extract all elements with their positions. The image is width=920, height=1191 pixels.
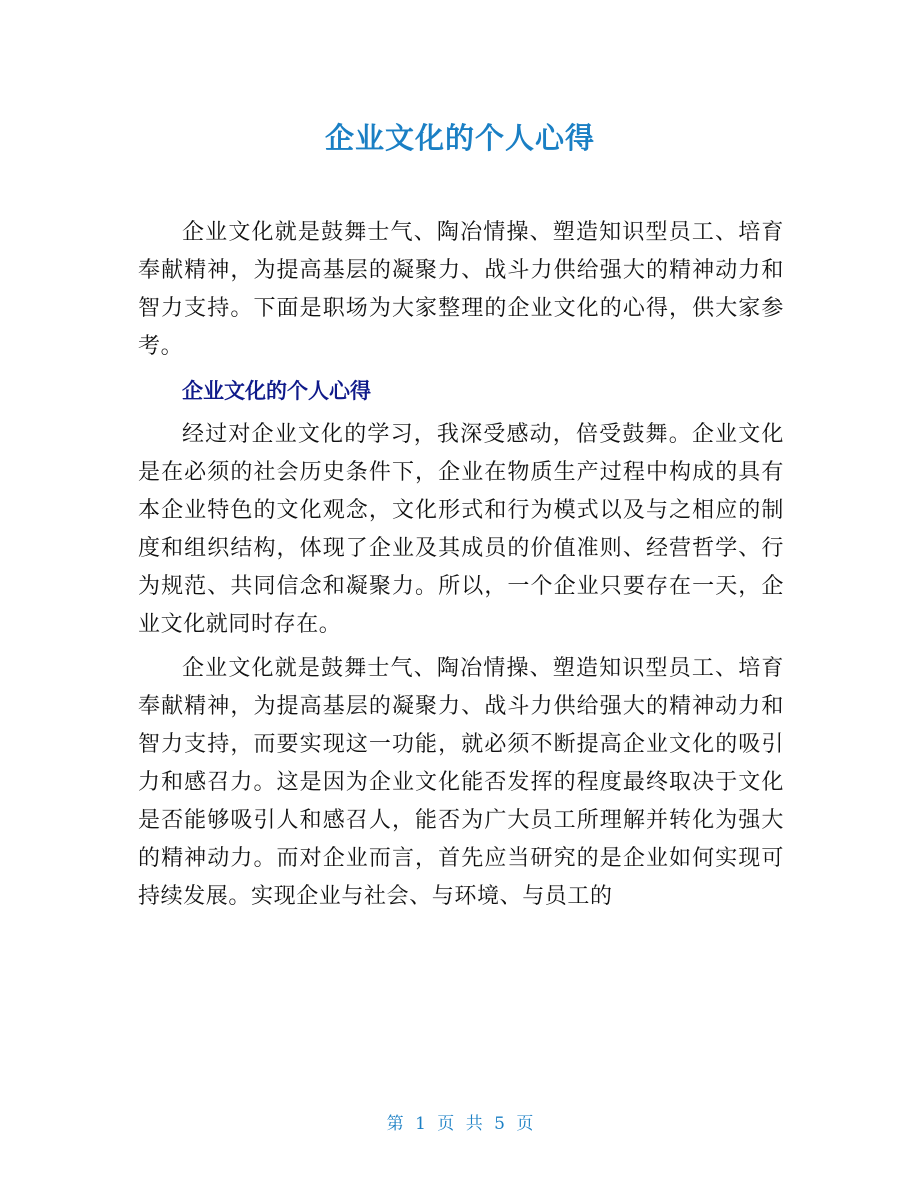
intro-paragraph: 企业文化就是鼓舞士气、陶冶情操、塑造知识型员工、培育奉献精神，为提高基层的凝聚力、战斗力供给强大的精神动力和智力支持。下面是职场为大家整理的企业文化的心得，供大家参考。 bbox=[138, 220, 784, 359]
body-paragraph-1: 经过对企业文化的学习，我深受感动，倍受鼓舞。企业文化是在必须的社会历史条件下，企业在物质生产过程中构成的具有本企业特色的文化观念，文化形式和行为模式以及与之相应的制度和组织结构，体现了企业及其成员的价值准则、经营哲学、行为规范、共同信念和凝聚力。所以，一个企业只要存在一天，企业文化就同时存在。 bbox=[138, 422, 784, 637]
document-body bbox=[138, 214, 784, 922]
page-number-footer: 第 1 页 共 5 页 bbox=[386, 1114, 534, 1134]
document-title: 企业文化的个人心得 bbox=[324, 121, 595, 155]
body-paragraph-2: 企业文化就是鼓舞士气、陶冶情操、塑造知识型员工、培育奉献精神，为提高基层的凝聚力、战斗力供给强大的精神动力和智力支持，而要实现这一功能，就必须不断提高企业文化的吸引力和感召力。这是因为企业文化能否发挥的程度最终取决于文化是否能够吸引人和感召人，能否为广大员工所理解并转化为强大的精神动力。而对企业而言，首先应当研究的是企业如何实现可持续发展。实现企业与社会、与环境、与员工的 bbox=[138, 656, 784, 909]
section-heading: 企业文化的个人心得 bbox=[182, 379, 371, 403]
